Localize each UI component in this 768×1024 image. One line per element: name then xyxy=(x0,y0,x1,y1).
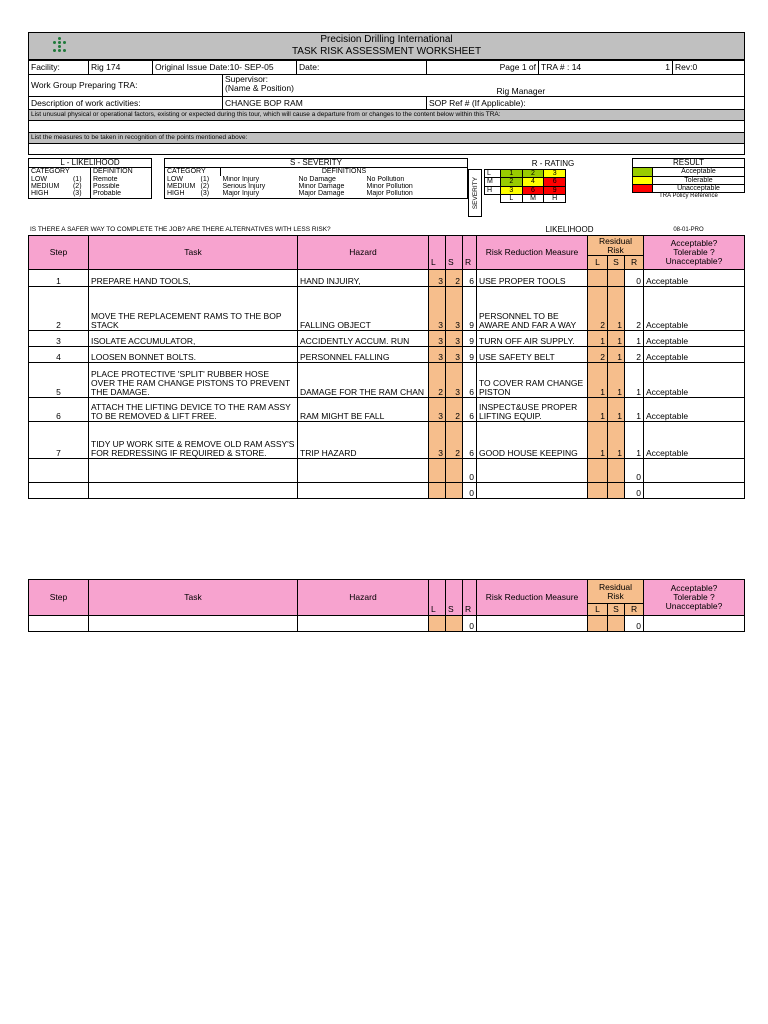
facility-label: Facility: xyxy=(29,61,89,75)
severity-axis-label: SEVERITY xyxy=(468,169,482,217)
task-cell: MOVE THE REPLACEMENT RAMS TO THE BOP STACK xyxy=(89,287,298,331)
residual-l-cell: 1 xyxy=(588,398,608,422)
result-cell: Acceptable xyxy=(644,398,745,422)
residual-s-cell: 1 xyxy=(608,363,625,398)
r-cell: 0 xyxy=(463,483,477,499)
severity-definitions-header: DEFINITIONS xyxy=(221,168,468,176)
task-header-2: Task xyxy=(89,580,298,616)
s-cell xyxy=(446,616,463,632)
measure-cell xyxy=(477,483,588,499)
table-row xyxy=(29,459,745,483)
acceptable-swatch xyxy=(633,168,653,176)
date-label: Date: xyxy=(297,61,427,75)
residual-r-cell: 1 xyxy=(625,422,644,459)
hazard-cell xyxy=(298,483,429,499)
measure-cell: TO COVER RAM CHANGE PISTON xyxy=(477,363,588,398)
hazard-cell: PERSONNEL FALLING xyxy=(298,347,429,363)
info-table xyxy=(28,60,745,155)
measure-cell: GOOD HOUSE KEEPING xyxy=(477,422,588,459)
step-header-2: Step xyxy=(29,580,89,616)
hazard-cell xyxy=(298,459,429,483)
worksheet-title: TASK RISK ASSESSMENT WORKSHEET xyxy=(291,46,482,57)
measure-cell: USE SAFETY BELT xyxy=(477,347,588,363)
result-cell: Acceptable xyxy=(644,347,745,363)
l-cell: 3 xyxy=(429,422,446,459)
logo-cell xyxy=(29,33,89,60)
r-cell: 0 xyxy=(463,459,477,483)
residual-r-cell: 1 xyxy=(625,398,644,422)
s-cell xyxy=(446,483,463,499)
step-cell: 7 xyxy=(29,422,89,459)
result-title: RESULT xyxy=(633,159,745,168)
hazard-cell xyxy=(298,616,429,632)
company-logo-icon xyxy=(52,37,66,53)
page-indicator: Page 1 of xyxy=(427,61,539,75)
tolerable-swatch xyxy=(633,176,653,184)
legend-block xyxy=(28,155,745,225)
table-row xyxy=(29,483,745,499)
measures-field[interactable] xyxy=(29,144,745,155)
residual-l-cell: 1 xyxy=(588,331,608,347)
sop-ref-label: SOP Ref # (If Applicable): xyxy=(427,97,745,110)
residual-l-header: L xyxy=(588,256,608,270)
severity-category-header: CATEGORY xyxy=(165,168,221,176)
risk-reduction-header: Risk Reduction Measure xyxy=(477,236,588,270)
task-cell: ISOLATE ACCUMULATOR, xyxy=(89,331,298,347)
r-cell: 9 xyxy=(463,347,477,363)
r-cell: 9 xyxy=(463,331,477,347)
residual-l-cell xyxy=(588,483,608,499)
residual-s-cell: 1 xyxy=(608,331,625,347)
table-row xyxy=(29,331,745,347)
acceptable-header: Acceptable? xyxy=(670,238,718,249)
measure-cell xyxy=(477,616,588,632)
result-cell: Acceptable xyxy=(644,287,745,331)
residual-r-cell: 2 xyxy=(625,347,644,363)
residual-r-cell: 2 xyxy=(625,287,644,331)
description-label: Description of work activities: xyxy=(29,97,223,110)
task-table-2 xyxy=(28,579,745,632)
s-cell: 3 xyxy=(446,363,463,398)
unacceptable-header: Unacceptable? xyxy=(665,255,723,266)
measure-cell: INSPECT&USE PROPER LIFTING EQUIP. xyxy=(477,398,588,422)
r-cell: 9 xyxy=(463,287,477,331)
result-cell: Acceptable xyxy=(644,422,745,459)
residual-s-header: S xyxy=(608,256,625,270)
title-table xyxy=(28,32,745,60)
facility-value: Rig 174 xyxy=(89,61,153,75)
step-cell: 2 xyxy=(29,287,89,331)
task-cell: TIDY UP WORK SITE & REMOVE OLD RAM ASSY'S FOR REDRESSING IF REQUIRED & STORE. xyxy=(89,422,298,459)
s-cell: 2 xyxy=(446,398,463,422)
rating-title: R - RATING xyxy=(531,159,575,168)
supervisor-sub: (Name & Position) xyxy=(225,82,294,93)
residual-s-cell xyxy=(608,616,625,632)
s-cell: 3 xyxy=(446,287,463,331)
tolerable-header: Tolerable ? xyxy=(673,247,715,258)
residual-l-cell: 1 xyxy=(588,422,608,459)
table-row xyxy=(29,347,745,363)
l-cell xyxy=(429,616,446,632)
task-cell xyxy=(89,483,298,499)
s-cell xyxy=(446,459,463,483)
residual-s-cell xyxy=(608,270,625,287)
l-cell: 3 xyxy=(429,287,446,331)
step-cell: 4 xyxy=(29,347,89,363)
task-cell: PLACE PROTECTIVE 'SPLIT' RUBBER HOSE OVER THE RAM CHANGE PISTONS TO PREVENT THE DAMAGE. xyxy=(89,363,298,398)
r-cell: 6 xyxy=(463,363,477,398)
residual-r-cell: 0 xyxy=(625,616,644,632)
l-cell: 3 xyxy=(429,398,446,422)
residual-l-cell: 2 xyxy=(588,287,608,331)
task-cell: PREPARE HAND TOOLS, xyxy=(89,270,298,287)
residual-l-cell: 2 xyxy=(588,347,608,363)
description-value: CHANGE BOP RAM xyxy=(223,97,427,110)
risk-header-2: Risk xyxy=(607,590,624,601)
supervisor-label: Supervisor: xyxy=(225,74,268,84)
residual-s-cell: 1 xyxy=(608,398,625,422)
likelihood-definition-header: DEFINITION xyxy=(91,168,152,176)
r-cell: 6 xyxy=(463,270,477,287)
risk-reduction-header-2: Risk Reduction Measure xyxy=(477,580,588,616)
policy-code: 08-01-PRO xyxy=(673,226,704,233)
step-header: Step xyxy=(29,236,89,270)
l-cell: 2 xyxy=(429,363,446,398)
r-cell: 0 xyxy=(463,616,477,632)
residual-l-cell: 1 xyxy=(588,363,608,398)
hazard-cell: RAM MIGHT BE FALL xyxy=(298,398,429,422)
result-cell xyxy=(644,616,745,632)
step-cell xyxy=(29,459,89,483)
residual-r-header-2: R xyxy=(625,604,644,616)
l-header-2: L xyxy=(429,604,446,616)
residual-s-header-2: S xyxy=(608,604,625,616)
step-cell: 5 xyxy=(29,363,89,398)
result-cell: Acceptable xyxy=(644,363,745,398)
hazard-cell: ACCIDENTLY ACCUM. RUN xyxy=(298,331,429,347)
residual-r-header: R xyxy=(625,256,644,270)
s-header-2: S xyxy=(446,604,463,616)
unusual-factors-field[interactable] xyxy=(29,121,745,133)
tra-number: TRA # : 14 xyxy=(539,61,649,75)
task-header: Task xyxy=(89,236,298,270)
s-cell: 2 xyxy=(446,270,463,287)
table-row xyxy=(29,422,745,459)
likelihood-category-header: CATEGORY xyxy=(29,168,91,176)
residual-r-cell: 0 xyxy=(625,270,644,287)
hazard-cell: TRIP HAZARD xyxy=(298,422,429,459)
task-cell: ATTACH THE LIFTING DEVICE TO THE RAM ASSY TO BE REMOVED & LIFT FREE. xyxy=(89,398,298,422)
residual-header-2: Residual xyxy=(598,581,633,592)
hazard-cell: DAMAGE FOR THE RAM CHAN xyxy=(298,363,429,398)
table-row xyxy=(29,616,745,632)
task-cell xyxy=(89,459,298,483)
step-cell xyxy=(29,616,89,632)
s-cell: 3 xyxy=(446,331,463,347)
residual-r-cell: 1 xyxy=(625,331,644,347)
residual-header: Residual xyxy=(598,235,633,246)
residual-s-cell xyxy=(608,483,625,499)
hazard-header-2: Hazard xyxy=(298,580,429,616)
residual-l-header-2: L xyxy=(588,604,608,616)
l-cell: 3 xyxy=(429,331,446,347)
l-cell: 3 xyxy=(429,347,446,363)
table-row xyxy=(29,270,745,287)
unusual-factors-label: List unusual physical or operational factors, existing or expected during this tour, which will cause a departure from or changes to the content below within this TRA: xyxy=(29,110,745,121)
rating-matrix: R - RATING L 1 2 3 M 2 4 6 H 3 6 9 L M H xyxy=(484,158,622,203)
likelihood-title: L - LIKELIHOOD xyxy=(29,159,152,168)
work-group-label: Work Group Preparing TRA: xyxy=(29,75,223,97)
l-cell xyxy=(429,483,446,499)
step-cell: 3 xyxy=(29,331,89,347)
step-cell xyxy=(29,483,89,499)
measure-cell: USE PROPER TOOLS xyxy=(477,270,588,287)
risk-assessment-sheet xyxy=(28,32,745,632)
r-header: R xyxy=(463,256,477,270)
task-cell: LOOSEN BONNET BOLTS. xyxy=(89,347,298,363)
r-header-2: R xyxy=(463,604,477,616)
unacceptable-header-2: Unacceptable? xyxy=(665,600,723,611)
policy-reference: TRA Policy Reference xyxy=(659,193,718,200)
s-cell: 3 xyxy=(446,347,463,363)
table-row xyxy=(29,287,745,331)
result-cell: Acceptable xyxy=(644,331,745,347)
result-legend: RESULT Acceptable Tolerable Unacceptable TRA Policy Reference xyxy=(632,158,745,200)
residual-l-cell xyxy=(588,616,608,632)
l-cell: 3 xyxy=(429,270,446,287)
r-cell: 6 xyxy=(463,398,477,422)
company-name: Precision Drilling International xyxy=(320,34,453,45)
original-issue-date: Original Issue Date:10- SEP-05 xyxy=(153,61,297,75)
l-header: L xyxy=(429,256,446,270)
residual-r-cell: 0 xyxy=(625,459,644,483)
residual-r-cell: 1 xyxy=(625,363,644,398)
residual-s-cell: 1 xyxy=(608,422,625,459)
measure-cell: TURN OFF AIR SUPPLY. xyxy=(477,331,588,347)
residual-l-cell xyxy=(588,459,608,483)
step-cell: 1 xyxy=(29,270,89,287)
table-row xyxy=(29,398,745,422)
measures-label: List the measures to be taken in recognition of the points mentioned above: xyxy=(29,133,745,144)
severity-title: S - SEVERITY xyxy=(165,159,468,168)
residual-s-cell: 1 xyxy=(608,347,625,363)
acceptable-header-2: Acceptable? xyxy=(670,583,718,594)
rig-manager: Rig Manager xyxy=(427,75,745,97)
safer-way-question: IS THERE A SAFER WAY TO COMPLETE THE JOB? ARE THERE ALTERNATIVES WITH LESS RISK? xyxy=(30,225,331,233)
result-cell xyxy=(644,459,745,483)
residual-s-cell xyxy=(608,459,625,483)
result-cell xyxy=(644,483,745,499)
risk-header: Risk xyxy=(607,244,624,255)
task-cell xyxy=(89,616,298,632)
table-row xyxy=(29,363,745,398)
residual-r-cell: 0 xyxy=(625,483,644,499)
step-cell: 6 xyxy=(29,398,89,422)
measure-cell xyxy=(477,459,588,483)
residual-l-cell xyxy=(588,270,608,287)
rev-number: 1 xyxy=(649,61,673,75)
unacceptable-swatch xyxy=(633,185,653,193)
hazard-cell: FALLING OBJECT xyxy=(298,287,429,331)
hazard-cell: HAND INJUIRY, xyxy=(298,270,429,287)
safer-way-row xyxy=(28,225,745,235)
hazard-header: Hazard xyxy=(298,236,429,270)
residual-s-cell: 1 xyxy=(608,287,625,331)
likelihood-axis-label: LIKELIHOOD xyxy=(545,225,594,234)
s-header: S xyxy=(446,256,463,270)
tolerable-header-2: Tolerable ? xyxy=(673,592,715,603)
s-cell: 2 xyxy=(446,422,463,459)
task-table xyxy=(28,235,745,499)
measure-cell: PERSONNEL TO BE AWARE AND FAR A WAY xyxy=(477,287,588,331)
l-cell xyxy=(429,459,446,483)
likelihood-legend: L - LIKELIHOOD CATEGORY DEFINITION LOW (1) Remote MEDIUM (2) Possible HIGH (3) Probable xyxy=(28,158,152,199)
r-cell: 6 xyxy=(463,422,477,459)
rev-label: Rev:0 xyxy=(673,61,745,75)
result-cell: Acceptable xyxy=(644,270,745,287)
severity-legend: S - SEVERITY CATEGORY DEFINITIONS LOW (1) Minor Injury No Damage No Pollution MEDIUM (2) Serious Injury Minor Damage Minor Pollution HIGH (3) Major Injury Major Damage Major Pollution xyxy=(164,158,468,199)
